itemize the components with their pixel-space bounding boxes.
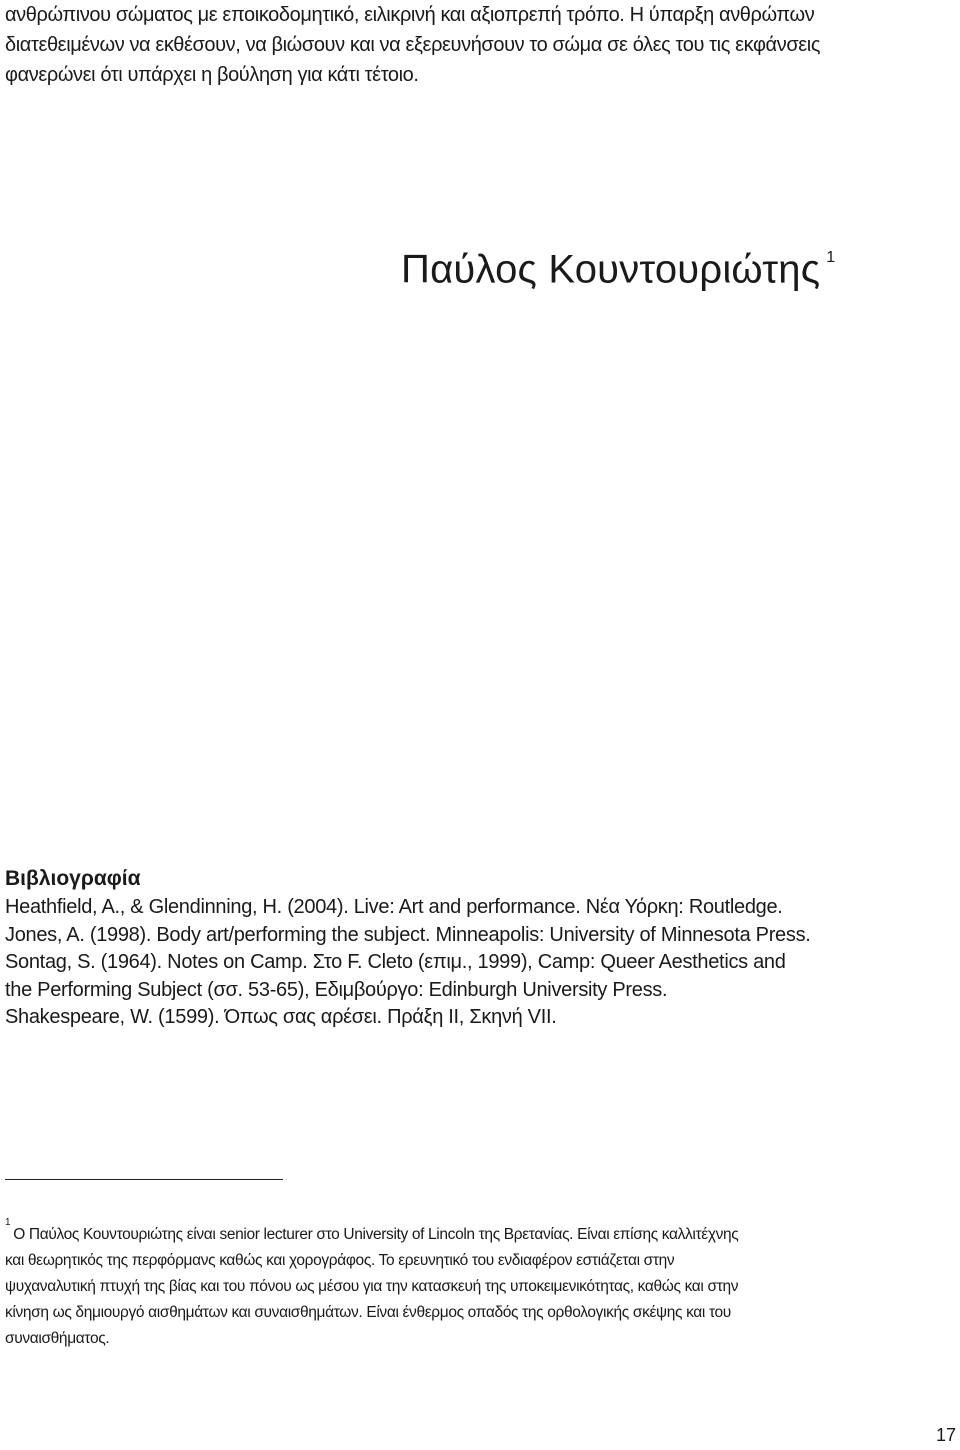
- bibliography-heading: Βιβλιογραφία: [5, 867, 141, 890]
- footnote-divider: [5, 1179, 283, 1180]
- page-number: 17: [935, 1425, 956, 1445]
- author-name: Παύλος Κουντουριώτης: [401, 247, 821, 292]
- bibliography-line: Sontag, S. (1964). Notes on Camp. Στο F. Cleto (επιμ., 1999), Camp: Queer Aesthetics and: [5, 951, 786, 973]
- bibliography-section: [5, 864, 955, 1032]
- bibliography-line: Heathfield, A., & Glendinning, H. (2004). Live: Art and performance. Νέα Υόρκη: Routledge.: [5, 896, 783, 918]
- intro-line: ανθρώπινου σώματος με εποικοδομητικό, ειλικρινή και αξιοπρεπή τρόπο. Η ύπαρξη ανθρώπων: [5, 4, 815, 26]
- footnote-line: ψυχαναλυτική πτυχή της βίας και του πόνου ως μέσου για την κατασκευή της υποκειμενικότητας, καθώς και στην: [5, 1278, 739, 1296]
- footnote-line: συναισθήματος.: [5, 1330, 110, 1348]
- footnote-line: κίνηση ως δημιουργό αισθημάτων και συναισθημάτων. Είναι ένθερμος οπαδός της ορθολογικής σκέψης και του: [5, 1304, 731, 1322]
- bibliography-line: Shakespeare, W. (1599). Όπως σας αρέσει. Πράξη ΙΙ, Σκηνή VII.: [5, 1006, 557, 1028]
- footnote-line: [5, 1218, 955, 1248]
- author-heading: [401, 238, 835, 295]
- footnote-marker: 1: [5, 1217, 11, 1228]
- intro-line: φανερώνει ότι υπάρχει η βούληση για κάτι τέτοιο.: [5, 64, 419, 86]
- footnote-text: Ο Παύλος Κουντουριώτης είναι senior lecturer στο University of Lincoln της Βρετανίας. Είναι επίσης καλλιτέχνης: [13, 1226, 739, 1244]
- intro-line: διατεθειμένων να εκθέσουν, να βιώσουν και να εξερευνήσουν το σώμα σε όλες του τις εκφάνσεις: [5, 34, 821, 56]
- footnote-line: και θεωρητικός της περφόρμανς καθώς και χορογράφος. Το ερευνητικό του ενδιαφέρον εστιάζεται στην: [5, 1252, 675, 1270]
- author-footnote-marker: 1: [826, 249, 836, 266]
- footnote: [5, 1218, 955, 1352]
- bibliography-line: the Performing Subject (σσ. 53-65), Εδιμβούργο: Edinburgh University Press.: [5, 978, 668, 1001]
- intro-paragraph: [5, 0, 955, 90]
- bibliography-line: Jones, A. (1998). Body art/performing the subject. Minneapolis: University of Minnesota Press.: [5, 923, 811, 946]
- bibliography-list: [5, 894, 955, 1032]
